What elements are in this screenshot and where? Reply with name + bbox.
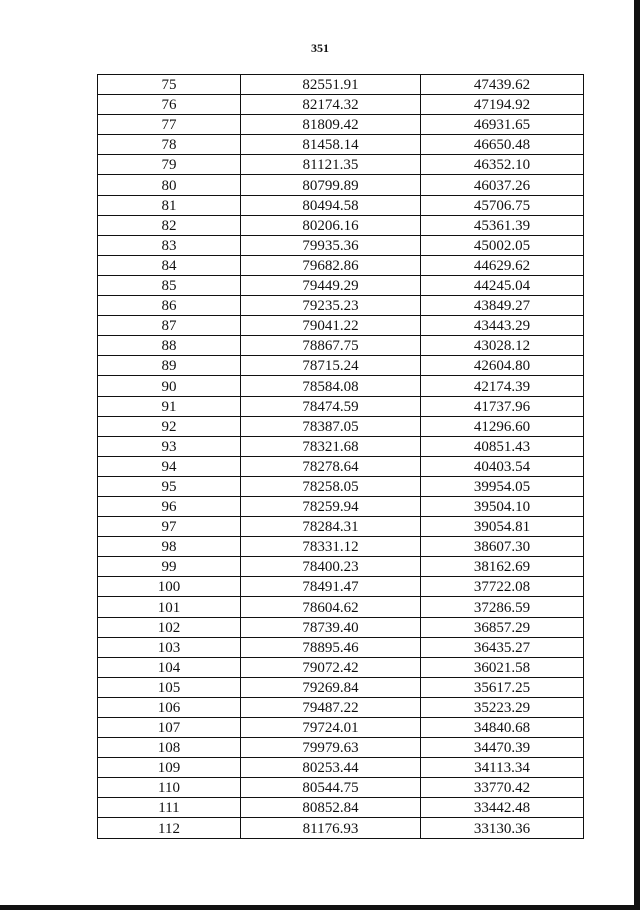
row-index-cell: 89 bbox=[98, 356, 241, 376]
value-b-cell: 39954.05 bbox=[421, 476, 584, 496]
value-a-cell: 80206.16 bbox=[241, 215, 421, 235]
value-a-cell: 78715.24 bbox=[241, 356, 421, 376]
table-row bbox=[98, 416, 584, 436]
value-a-cell: 79682.86 bbox=[241, 255, 421, 275]
value-b-cell: 41737.96 bbox=[421, 396, 584, 416]
table-row bbox=[98, 577, 584, 597]
row-index-cell: 102 bbox=[98, 617, 241, 637]
value-b-cell: 46931.65 bbox=[421, 115, 584, 135]
row-index-cell: 87 bbox=[98, 316, 241, 336]
row-index-cell: 91 bbox=[98, 396, 241, 416]
value-a-cell: 82174.32 bbox=[241, 95, 421, 115]
value-b-cell: 36021.58 bbox=[421, 657, 584, 677]
table-row bbox=[98, 597, 584, 617]
row-index-cell: 93 bbox=[98, 436, 241, 456]
table-row bbox=[98, 195, 584, 215]
value-b-cell: 36435.27 bbox=[421, 637, 584, 657]
row-index-cell: 94 bbox=[98, 456, 241, 476]
value-b-cell: 45361.39 bbox=[421, 215, 584, 235]
row-index-cell: 98 bbox=[98, 537, 241, 557]
table-row bbox=[98, 275, 584, 295]
row-index-cell: 80 bbox=[98, 175, 241, 195]
data-table bbox=[97, 74, 584, 839]
value-a-cell: 80852.84 bbox=[241, 798, 421, 818]
table-row bbox=[98, 115, 584, 135]
value-b-cell: 33130.36 bbox=[421, 818, 584, 838]
value-a-cell: 78604.62 bbox=[241, 597, 421, 617]
table-row bbox=[98, 617, 584, 637]
row-index-cell: 95 bbox=[98, 476, 241, 496]
row-index-cell: 99 bbox=[98, 557, 241, 577]
value-a-cell: 79724.01 bbox=[241, 718, 421, 738]
table-row bbox=[98, 95, 584, 115]
value-a-cell: 80544.75 bbox=[241, 778, 421, 798]
table-row bbox=[98, 135, 584, 155]
page-edge-bottom bbox=[0, 905, 640, 910]
value-b-cell: 43028.12 bbox=[421, 336, 584, 356]
row-index-cell: 111 bbox=[98, 798, 241, 818]
row-index-cell: 97 bbox=[98, 517, 241, 537]
value-b-cell: 36857.29 bbox=[421, 617, 584, 637]
value-b-cell: 47439.62 bbox=[421, 75, 584, 95]
value-b-cell: 41296.60 bbox=[421, 416, 584, 436]
page-number: 351 bbox=[311, 41, 329, 55]
row-index-cell: 106 bbox=[98, 697, 241, 717]
table-row bbox=[98, 818, 584, 838]
value-a-cell: 78400.23 bbox=[241, 557, 421, 577]
value-b-cell: 39054.81 bbox=[421, 517, 584, 537]
row-index-cell: 86 bbox=[98, 296, 241, 316]
value-a-cell: 82551.91 bbox=[241, 75, 421, 95]
row-index-cell: 83 bbox=[98, 235, 241, 255]
value-a-cell: 80494.58 bbox=[241, 195, 421, 215]
value-a-cell: 79935.36 bbox=[241, 235, 421, 255]
value-b-cell: 35223.29 bbox=[421, 697, 584, 717]
value-a-cell: 78584.08 bbox=[241, 376, 421, 396]
value-b-cell: 37286.59 bbox=[421, 597, 584, 617]
value-a-cell: 79979.63 bbox=[241, 738, 421, 758]
row-index-cell: 81 bbox=[98, 195, 241, 215]
row-index-cell: 90 bbox=[98, 376, 241, 396]
value-a-cell: 81458.14 bbox=[241, 135, 421, 155]
value-a-cell: 79487.22 bbox=[241, 697, 421, 717]
value-b-cell: 46037.26 bbox=[421, 175, 584, 195]
value-b-cell: 34470.39 bbox=[421, 738, 584, 758]
value-a-cell: 78321.68 bbox=[241, 436, 421, 456]
value-b-cell: 47194.92 bbox=[421, 95, 584, 115]
table-row bbox=[98, 396, 584, 416]
table-row bbox=[98, 738, 584, 758]
value-a-cell: 78331.12 bbox=[241, 537, 421, 557]
value-b-cell: 33770.42 bbox=[421, 778, 584, 798]
table-body bbox=[98, 75, 584, 839]
value-b-cell: 34113.34 bbox=[421, 758, 584, 778]
row-index-cell: 101 bbox=[98, 597, 241, 617]
value-b-cell: 42174.39 bbox=[421, 376, 584, 396]
value-a-cell: 78284.31 bbox=[241, 517, 421, 537]
value-a-cell: 80253.44 bbox=[241, 758, 421, 778]
row-index-cell: 79 bbox=[98, 155, 241, 175]
value-b-cell: 34840.68 bbox=[421, 718, 584, 738]
table-row bbox=[98, 175, 584, 195]
value-a-cell: 80799.89 bbox=[241, 175, 421, 195]
table-row bbox=[98, 436, 584, 456]
table-row bbox=[98, 296, 584, 316]
table-row bbox=[98, 798, 584, 818]
row-index-cell: 75 bbox=[98, 75, 241, 95]
row-index-cell: 107 bbox=[98, 718, 241, 738]
table-row bbox=[98, 496, 584, 516]
row-index-cell: 112 bbox=[98, 818, 241, 838]
row-index-cell: 108 bbox=[98, 738, 241, 758]
row-index-cell: 96 bbox=[98, 496, 241, 516]
value-a-cell: 78258.05 bbox=[241, 476, 421, 496]
value-b-cell: 33442.48 bbox=[421, 798, 584, 818]
value-b-cell: 44629.62 bbox=[421, 255, 584, 275]
value-b-cell: 43849.27 bbox=[421, 296, 584, 316]
row-index-cell: 88 bbox=[98, 336, 241, 356]
row-index-cell: 76 bbox=[98, 95, 241, 115]
value-b-cell: 46650.48 bbox=[421, 135, 584, 155]
row-index-cell: 84 bbox=[98, 255, 241, 275]
table-row bbox=[98, 155, 584, 175]
table-row bbox=[98, 255, 584, 275]
table-row bbox=[98, 456, 584, 476]
row-index-cell: 104 bbox=[98, 657, 241, 677]
table-row bbox=[98, 215, 584, 235]
value-a-cell: 79269.84 bbox=[241, 677, 421, 697]
value-b-cell: 46352.10 bbox=[421, 155, 584, 175]
value-a-cell: 78895.46 bbox=[241, 637, 421, 657]
row-index-cell: 85 bbox=[98, 275, 241, 295]
value-a-cell: 81121.35 bbox=[241, 155, 421, 175]
row-index-cell: 105 bbox=[98, 677, 241, 697]
value-b-cell: 45002.05 bbox=[421, 235, 584, 255]
value-b-cell: 38162.69 bbox=[421, 557, 584, 577]
table-row bbox=[98, 778, 584, 798]
value-a-cell: 81809.42 bbox=[241, 115, 421, 135]
table-row bbox=[98, 316, 584, 336]
row-index-cell: 82 bbox=[98, 215, 241, 235]
row-index-cell: 109 bbox=[98, 758, 241, 778]
value-a-cell: 78867.75 bbox=[241, 336, 421, 356]
value-a-cell: 79235.23 bbox=[241, 296, 421, 316]
row-index-cell: 110 bbox=[98, 778, 241, 798]
table-row bbox=[98, 557, 584, 577]
row-index-cell: 103 bbox=[98, 637, 241, 657]
value-b-cell: 38607.30 bbox=[421, 537, 584, 557]
table-row bbox=[98, 677, 584, 697]
value-b-cell: 40851.43 bbox=[421, 436, 584, 456]
value-b-cell: 42604.80 bbox=[421, 356, 584, 376]
value-a-cell: 79041.22 bbox=[241, 316, 421, 336]
value-a-cell: 78259.94 bbox=[241, 496, 421, 516]
value-a-cell: 78739.40 bbox=[241, 617, 421, 637]
table-row bbox=[98, 476, 584, 496]
value-a-cell: 78474.59 bbox=[241, 396, 421, 416]
table-row bbox=[98, 637, 584, 657]
value-b-cell: 37722.08 bbox=[421, 577, 584, 597]
value-a-cell: 78491.47 bbox=[241, 577, 421, 597]
table-row bbox=[98, 758, 584, 778]
value-a-cell: 81176.93 bbox=[241, 818, 421, 838]
page-edge-right bbox=[634, 0, 640, 910]
value-a-cell: 79449.29 bbox=[241, 275, 421, 295]
row-index-cell: 92 bbox=[98, 416, 241, 436]
value-b-cell: 45706.75 bbox=[421, 195, 584, 215]
row-index-cell: 78 bbox=[98, 135, 241, 155]
value-a-cell: 79072.42 bbox=[241, 657, 421, 677]
table-row bbox=[98, 517, 584, 537]
table-row bbox=[98, 75, 584, 95]
table-row bbox=[98, 336, 584, 356]
value-b-cell: 35617.25 bbox=[421, 677, 584, 697]
value-b-cell: 44245.04 bbox=[421, 275, 584, 295]
table-row bbox=[98, 537, 584, 557]
row-index-cell: 77 bbox=[98, 115, 241, 135]
table-row bbox=[98, 697, 584, 717]
value-b-cell: 43443.29 bbox=[421, 316, 584, 336]
row-index-cell: 100 bbox=[98, 577, 241, 597]
value-a-cell: 78387.05 bbox=[241, 416, 421, 436]
table-row bbox=[98, 356, 584, 376]
table-row bbox=[98, 718, 584, 738]
value-a-cell: 78278.64 bbox=[241, 456, 421, 476]
value-b-cell: 39504.10 bbox=[421, 496, 584, 516]
table-row bbox=[98, 376, 584, 396]
table-row bbox=[98, 235, 584, 255]
value-b-cell: 40403.54 bbox=[421, 456, 584, 476]
table-row bbox=[98, 657, 584, 677]
